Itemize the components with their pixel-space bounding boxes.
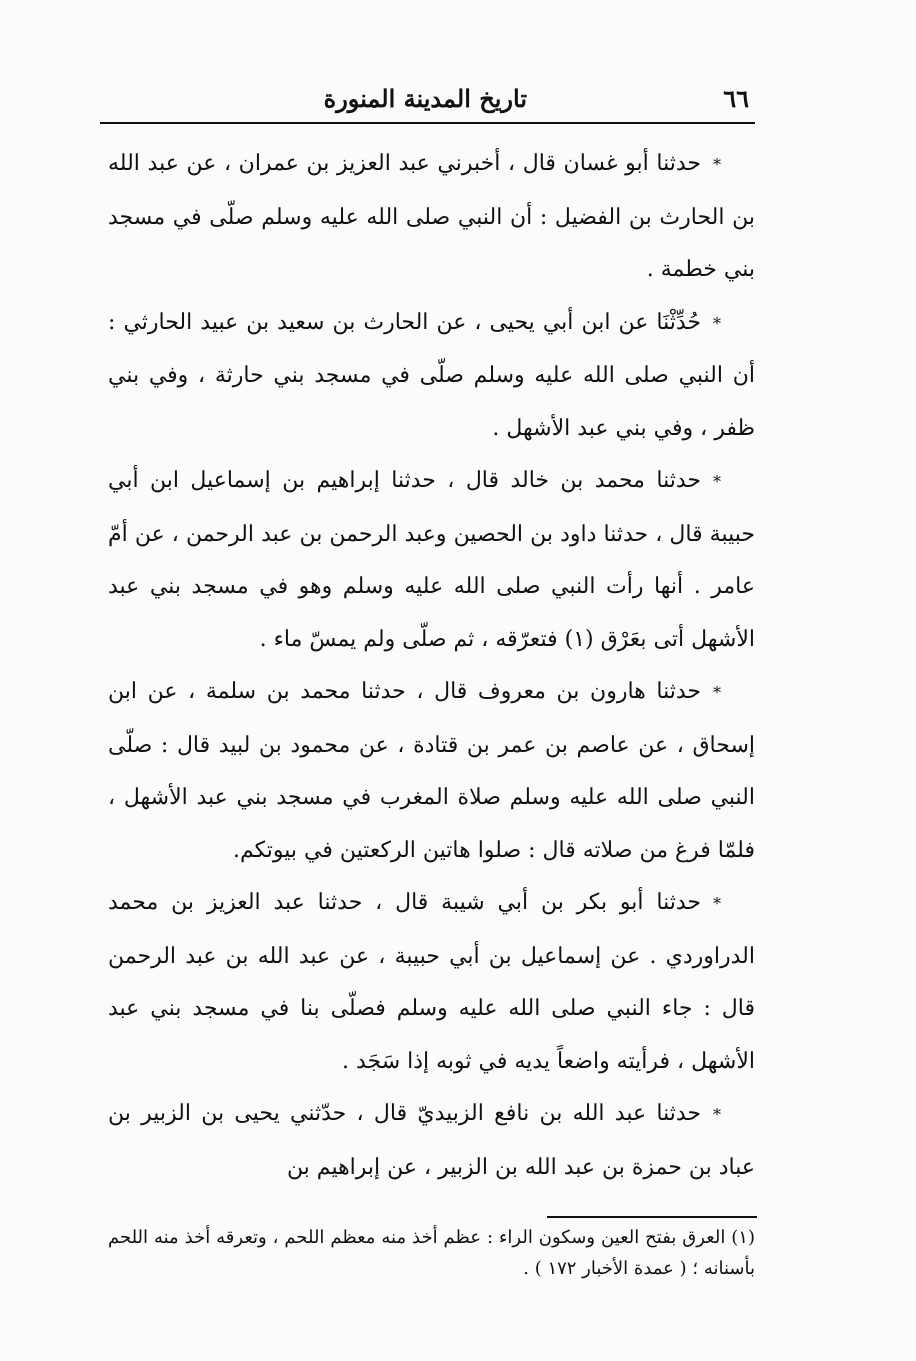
paragraph-text: حدثنا أبو غسان قال ، أخبرني عبد العزيز بن عمران ، عن عبد الله بن الحارث بن الفضيل : أن النبي صلى الله عليه وسلم صلّى في مسجد بني خطمة . bbox=[108, 151, 755, 282]
paragraph-4 bbox=[108, 666, 755, 877]
paragraph-6 bbox=[108, 1088, 755, 1194]
page-number: ٦٦ bbox=[723, 84, 749, 113]
paragraph-text: حُدِّثْنَا عن ابن أبي يحيى ، عن الحارث بن سعيد بن عبيد الحارثي : أن النبي صلى الله عليه وسلم صلّى في مسجد بني حارثة ، وفي بني ظفر ، وفي بني عبد الأشهل . bbox=[108, 309, 755, 441]
paragraph-marker: * bbox=[713, 155, 721, 174]
footnote-text: (١) العرق بفتح العين وسكون الراء : عظم أخذ منه معظم اللحم ، وتعرقه أخذ منه اللحم بأسنانه ؛ ( عمدة الأخبار ١٧٢ ) . bbox=[108, 1227, 755, 1279]
paragraph-1 bbox=[108, 138, 755, 297]
footnote bbox=[108, 1222, 755, 1284]
paragraph-marker: * bbox=[713, 894, 721, 913]
footnote-rule bbox=[547, 1216, 757, 1218]
header-rule bbox=[100, 122, 755, 124]
paragraph-text: حدثنا أبو بكر بن أبي شيبة قال ، حدثنا عبد العزيز بن محمد الدراوردي . عن إسماعيل بن أبي حبيبة ، عن عبد الله بن عبد الرحمن قال : جاء النبي صلى الله عليه وسلم فصلّى بنا في مسجد بني عبد الأشهل ، فرأيته واضعاً يديه في ثوبه إذا سَجَد . bbox=[108, 890, 755, 1074]
paragraph-text: حدثنا عبد الله بن نافع الزبيديّ قال ، حدّثني يحيى بن الزبير بن عباد بن حمزة بن عبد الله بن الزبير ، عن إبراهيم بن bbox=[108, 1101, 755, 1180]
paragraph-marker: * bbox=[713, 683, 721, 702]
paragraph-text: حدثنا هارون بن معروف قال ، حدثنا محمد بن سلمة ، عن ابن إسحاق ، عن عاصم بن عمر بن قتادة ، عن محمود بن لبيد قال : صلّى النبي صلى الله عليه وسلم صلاة المغرب في مسجد بني عبد الأشهل ، فلمّا فرغ من صلاته قال : صلوا هاتين الركعتين في بيوتكم. bbox=[108, 679, 755, 863]
page-header bbox=[100, 80, 755, 124]
paragraph-5 bbox=[108, 877, 755, 1088]
paragraph-marker: * bbox=[713, 472, 721, 491]
paragraph-text: حدثنا محمد بن خالد قال ، حدثنا إبراهيم بن إسماعيل ابن أبي حبيبة قال ، حدثنا داود بن الحصين وعبد الرحمن بن عبد الرحمن ، عن أمّ عامر . أنها رأت النبي صلى الله عليه وسلم وهو في مسجد بني عبد الأشهل أتى بعَرْق (١) فتعرّقه ، ثم صلّى ولم يمسّ ماء . bbox=[108, 468, 755, 652]
paragraph-2 bbox=[108, 297, 755, 456]
running-title: تاريخ المدينة المنورة bbox=[323, 84, 527, 113]
main-text bbox=[108, 138, 755, 1194]
paragraph-3 bbox=[108, 455, 755, 666]
paragraph-marker: * bbox=[713, 1105, 721, 1124]
paragraph-marker: * bbox=[713, 313, 721, 333]
